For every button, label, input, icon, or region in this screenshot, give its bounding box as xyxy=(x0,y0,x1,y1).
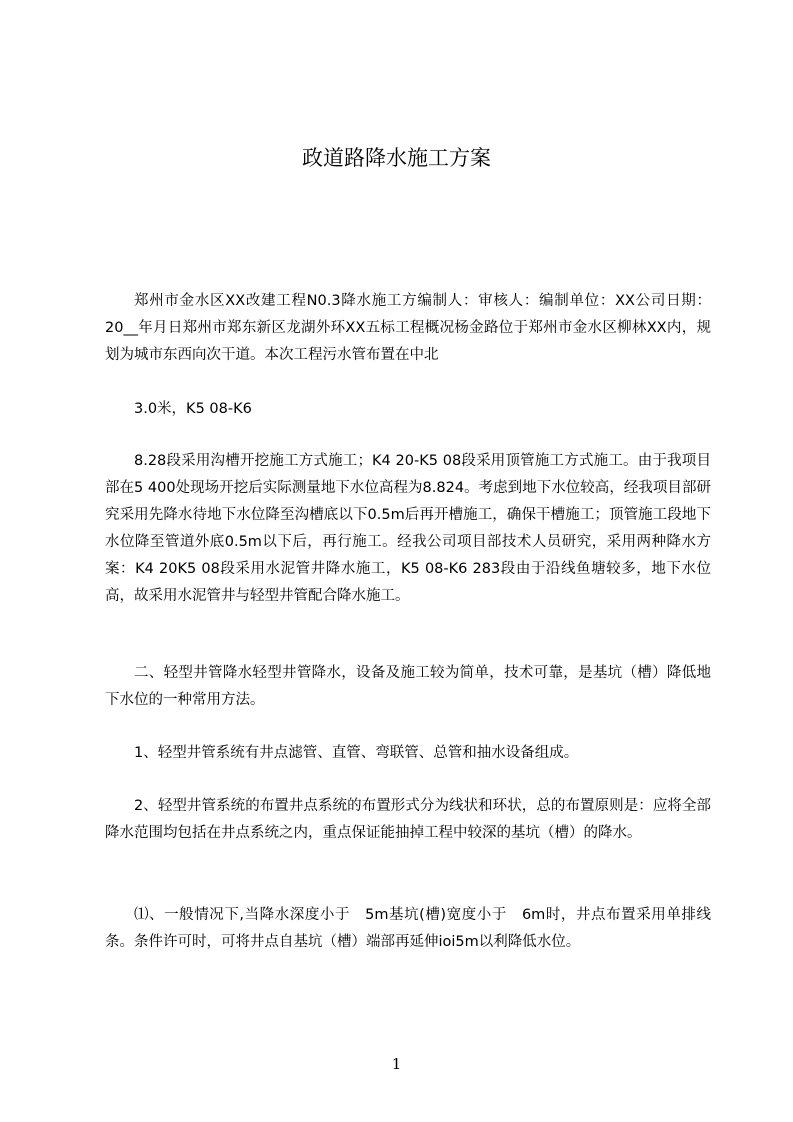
paragraph-wellpoint-components: 1、轻型井管系统有井点滤管、直管、弯联管、总管和抽水设备组成。 xyxy=(134,745,579,761)
paragraph-wellpoint-layout: 2、轻型井管系统的布置井点系统的布置形式分为线状和环状，总的布置原则是：应将全部降水范围均包括在井点系统之内，重点保证能抽掉工程中较深的基坑（槽）的降水。 xyxy=(105,798,711,841)
paragraph-single-row-layout: ⑴、一般情况下,当降水深度小于 5m基坑(槽)宽度小于 6m时，井点布置采用单排线条。条件许可时，可将井点自基坑（槽）端部再延伸ioi5m以利降低水位。 xyxy=(105,907,711,950)
page-number: 1 xyxy=(391,1055,402,1073)
paragraph-station-range: 3.0米，K5 08-K6 xyxy=(134,401,252,417)
paragraph-light-wellpoint-intro: 二、轻型井管降水轻型井管降水，设备及施工较为简单，技术可靠，是基坑（槽）降低地下水位的一种常用方法。 xyxy=(105,665,711,708)
page-title: 政道路降水施工方案 xyxy=(302,146,491,170)
paragraph-construction-method: 8.28段采用沟槽开挖施工方式施工；K4 20-K5 08段采用顶管施工方式施工。由于我项目部在5 400处现场开挖后实际测量地下水位高程为8.824。考虑到地下水位较高，经我项目部研究采用先降水待地下水位降至沟槽底以下0.5m后再开槽施工，确保干槽施工；顶管施工段地下水位降至管道外底0.5m以下后，再行施工。经我公司项目部技术人员研究，采用两种降水方案：K4 20K5 08段采用水泥管井降水施工，K5 08-K6 283段由于沿线鱼塘较多，地下水位高，故采用水泥管井与轻型井管配合降水施工。 xyxy=(105,453,711,604)
paragraph-project-overview: 郑州市金水区XX改建工程N0.3降水施工方编制人：审核人：编制单位：XX公司日期：20__年月日郑州市郑东新区龙湖外环XX五标工程概况杨金路位于郑州市金水区柳林XX内，规划为城市东西向次干道。本次工程污水管布置在中北 xyxy=(105,293,711,363)
